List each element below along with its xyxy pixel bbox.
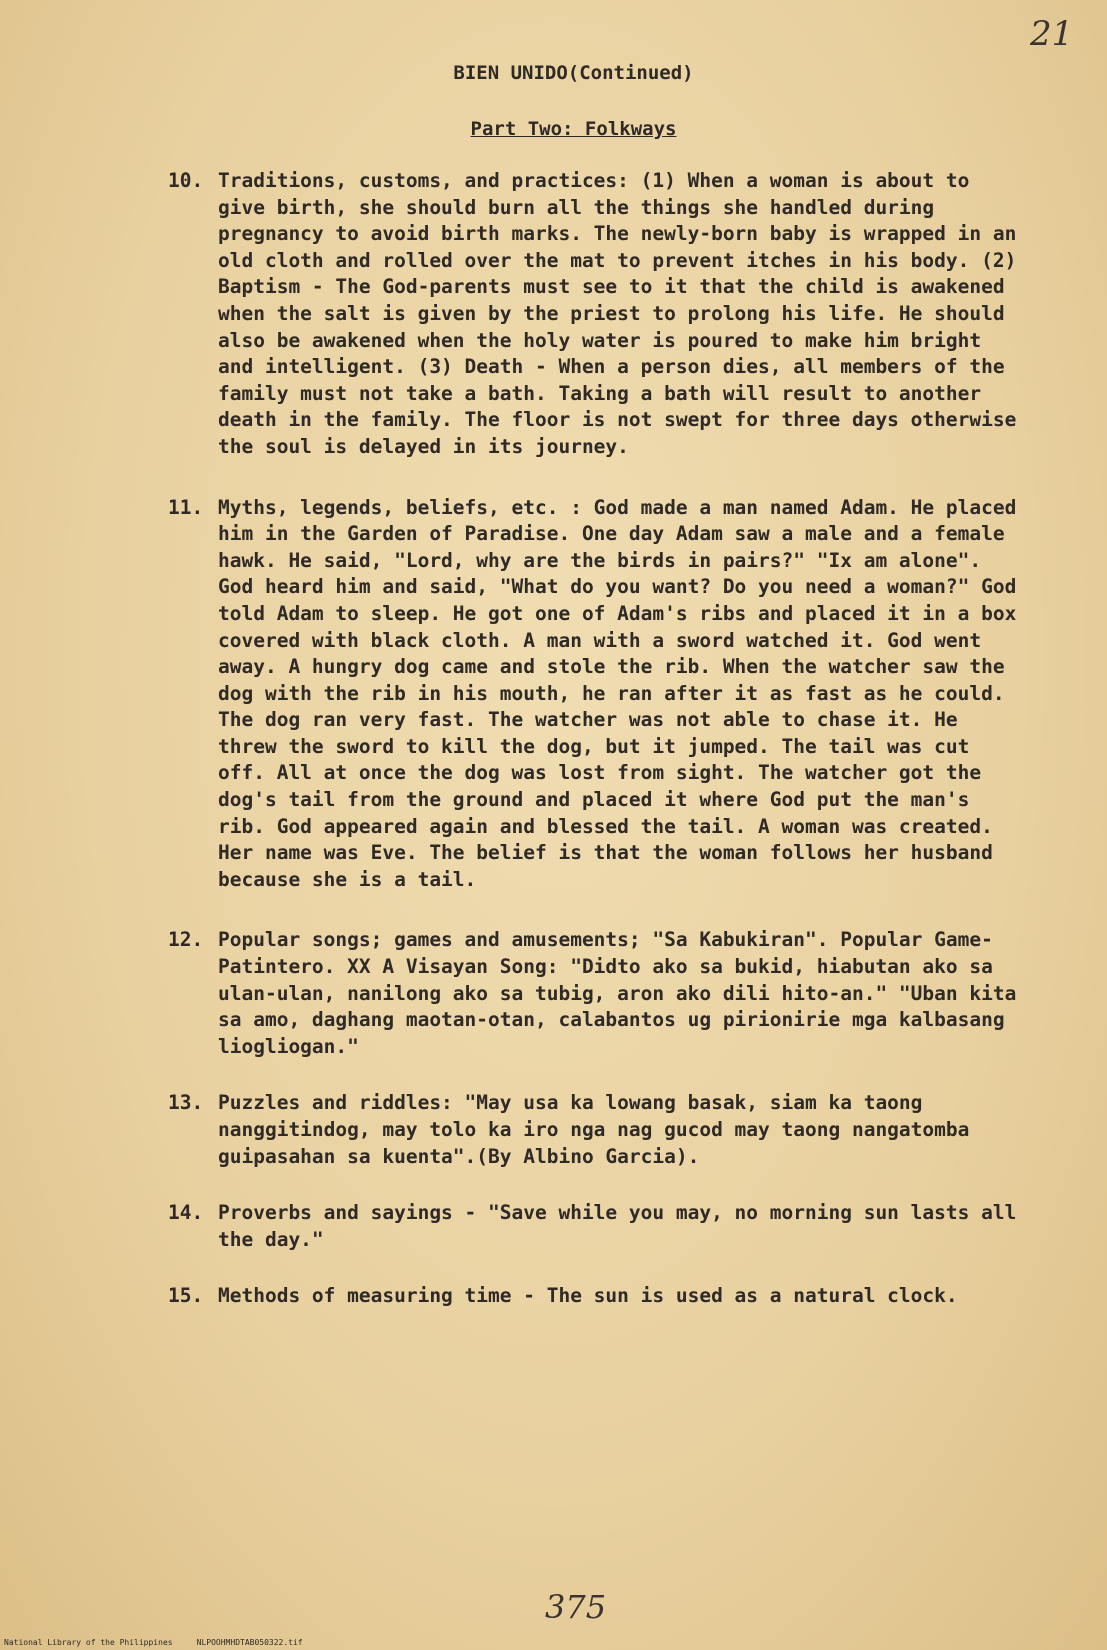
item-number: 12. — [168, 928, 204, 952]
item-number: 10. — [168, 169, 204, 192]
item-text: Puzzles and riddles: "May usa ka lowang basak, siam ka taong nanggitindog, may tolo ka iro nga nag gucod may taong nangatomba guipasahan sa kuenta".(By Albino Garcia). — [218, 1091, 970, 1168]
handwritten-stamp-number: 375 — [545, 1588, 607, 1626]
item-number: 11. — [168, 495, 204, 519]
item-text: Myths, legends, beliefs, etc. : God made a man named Adam. He placed him in the Garden of Paradise. One day Adam saw a male and a female hawk. He said, "Lord, why are the birds in pairs?" "Ix am alone". God heard him and said, "What do you want? Do you need a woman?" God told Adam to sleep. He got one of Adam's ribs and placed it in a box covered with black cloth. A man with a sword watched it. God went away. A hungry dog came and stole the rib. When the watcher saw the dog with the rib in his mouth, he ran after it as fast as he could. The dog ran very fast. The watcher was not able to chase it. He threw the sword to kill the dog, but it jumped. The tail was cut off. All at once the dog was lost from sight. The watcher got the dog's tail from the ground and placed it where God put the man's rib. God appeared again and blessed the tail. A woman was created. Her name was Eve. The belief is that the woman follows her husband because she is a tail. — [218, 495, 1017, 891]
item-text: Proverbs and sayings - "Save while you may, no morning sun lasts all the day." — [218, 1201, 1017, 1251]
list-item — [168, 168, 1028, 461]
list-item — [168, 1200, 1028, 1253]
item-list — [168, 168, 1028, 1310]
list-item — [168, 1090, 1028, 1170]
item-number: 15. — [168, 1284, 204, 1308]
list-item — [168, 495, 1028, 894]
handwritten-page-number: 21 — [1030, 14, 1074, 54]
list-item — [168, 927, 1028, 1060]
document-subtitle: Part Two: Folkways — [470, 118, 677, 140]
item-text: Popular songs; games and amusements; "Sa Kabukiran". Popular Game- Patintero. XX A Visayan Song: "Didto ako sa bukid, hiabutan ako sa ulan-ulan, nanilong ako sa tubig, aron ako dili hito-an." "Uban kita sa amo, daghang maotan-otan, calabantos ug pirionirie mga kalbasang liogliogan." — [218, 928, 1017, 1058]
archive-footer: National Library of the Philippines NLPOOHMHDTAB050322.tif — [4, 1638, 303, 1647]
item-text: Traditions, customs, and practices: (1) When a woman is about to give birth, she should burn all the things she handled during pregnancy to avoid birth marks. The newly-born baby is wrapped in an old cloth and rolled over the mat to prevent itches in his body. (2) Baptism - The God-parents must see to it that the child is awakened when the salt is given by the priest to prolong his life. He should also be awakened when the holy water is poured to make him bright and intelligent. (3) Death - When a person dies, all members of the family must not take a bath. Taking a bath will result to another death in the family. The floor is not swept for three days otherwise the soul is delayed in its journey. — [218, 169, 1017, 458]
item-text: Methods of measuring time - The sun is used as a natural clock. — [218, 1284, 958, 1308]
list-item — [168, 1283, 1028, 1310]
document-title: BIEN UNIDO(Continued) — [453, 62, 694, 84]
item-number: 14. — [168, 1201, 204, 1225]
item-number: 13. — [168, 1091, 204, 1115]
